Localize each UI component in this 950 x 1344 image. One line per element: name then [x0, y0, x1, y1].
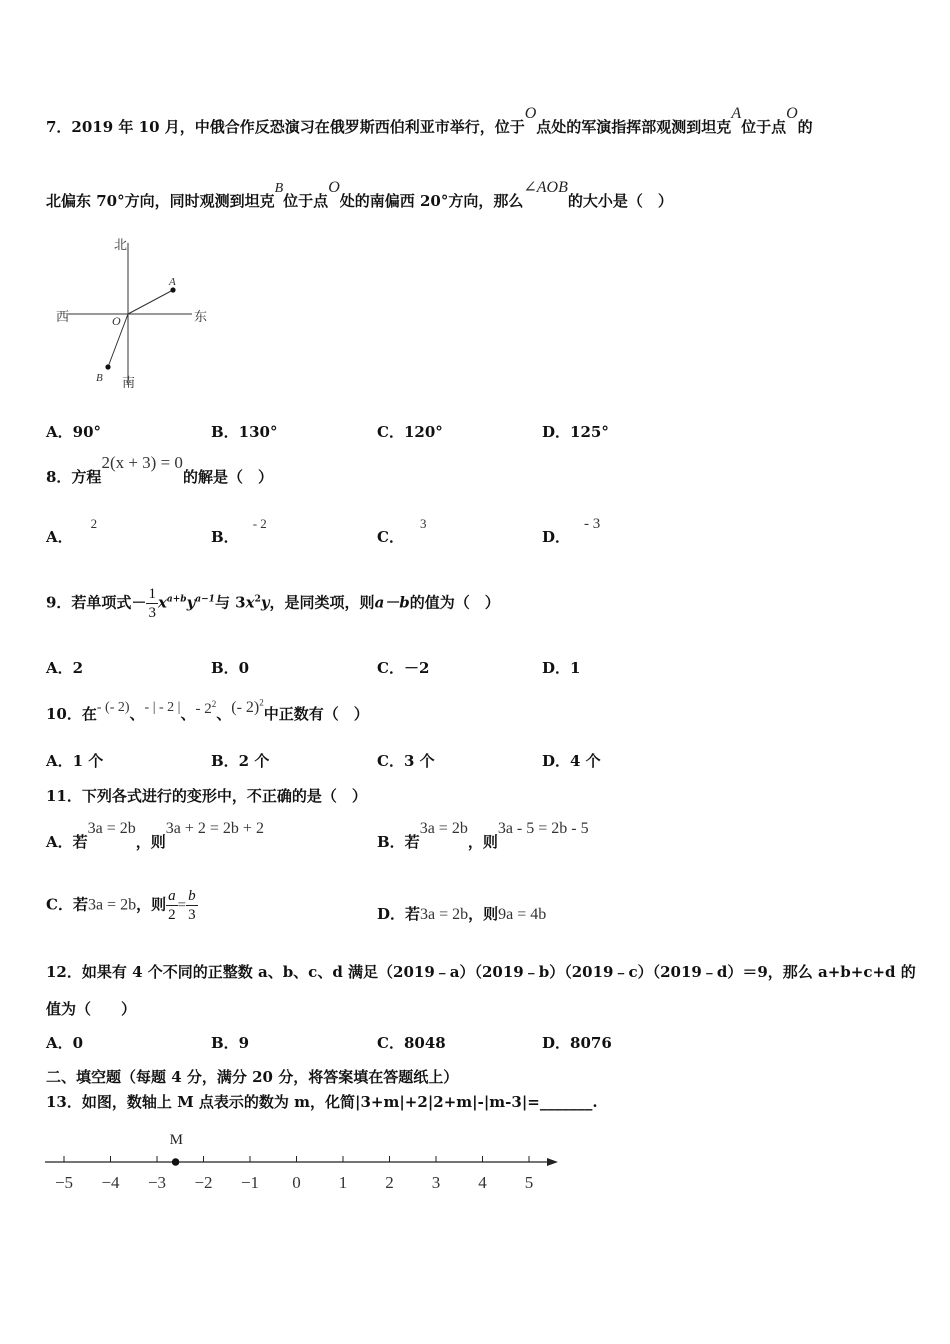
tick-label: 5 — [524, 1173, 534, 1192]
q10-text: 中正数有（ ） — [263, 705, 369, 723]
number-line — [40, 1120, 570, 1200]
q9-text: ，是同类项，则 — [269, 593, 375, 612]
q13-stem: 13．如图，数轴上 M 点表示的数为 m，化简|3+m|+2|2+m|-|m-3|=_______. — [46, 1093, 598, 1111]
q9-text: 9．若单项式－ — [46, 593, 147, 612]
q10-option-d[interactable]: D．4 个 — [542, 752, 601, 770]
condition: 3a = 2b — [420, 906, 469, 923]
q7-text: 处的南偏西 20°方向，那么 — [339, 192, 524, 210]
tick-label: −1 — [240, 1173, 260, 1192]
q11-option-c[interactable] — [46, 887, 198, 924]
fraction-denominator: 3 — [188, 907, 196, 923]
then-text: ，则 — [135, 833, 166, 851]
fraction-numerator: a — [168, 888, 176, 904]
exponent: a−1 — [195, 594, 215, 605]
option-value: - 2 — [252, 516, 267, 531]
option-label: B． — [211, 528, 239, 546]
tick-label: 1 — [338, 1173, 348, 1192]
option-value: - 3 — [584, 516, 601, 532]
condition: 3a = 2b — [87, 820, 136, 837]
q7-option-d[interactable]: D．125° — [542, 423, 609, 441]
tick-label: 2 — [385, 1173, 394, 1192]
fraction-denominator: 2 — [168, 907, 176, 923]
expr-3 — [196, 701, 217, 717]
q9-stem — [46, 585, 500, 622]
exponent: 2 — [254, 594, 261, 605]
q11-option-a[interactable] — [46, 820, 264, 852]
q8-option-a[interactable] — [46, 516, 98, 547]
q9-text: 的值为（ ） — [409, 593, 500, 612]
angle-aob: ∠AOB — [523, 179, 568, 196]
then-text: ，则 — [136, 895, 167, 914]
then-text: ，则 — [468, 905, 499, 923]
ray-oa — [128, 290, 173, 314]
q9-option-c[interactable]: C．－2 — [377, 659, 430, 677]
option-value: 3 — [419, 516, 427, 531]
option-label: A．若 — [46, 833, 88, 851]
section-2-heading: 二、填空题（每题 4 分，满分 20 分，将答案填在答题纸上） — [46, 1068, 459, 1086]
tick-label: −4 — [101, 1173, 120, 1192]
point-o-symbol: O — [524, 105, 537, 122]
q9-fraction — [146, 585, 158, 622]
var-x: x — [157, 593, 167, 612]
q10-text: 10．在 — [46, 705, 97, 723]
result: 3a + 2 = 2b + 2 — [165, 820, 264, 837]
fraction-numerator: b — [188, 888, 196, 904]
west-label: 西 — [56, 309, 70, 324]
q9-option-b[interactable]: B．0 — [211, 659, 250, 677]
q12-line2: 值为（ ） — [46, 1000, 137, 1018]
q8-text: 的解是（ ） — [182, 468, 273, 486]
q8-option-b[interactable] — [211, 516, 267, 547]
tick-label: −5 — [54, 1173, 74, 1192]
q7-line1 — [46, 105, 813, 137]
exponent: a+b — [166, 594, 187, 605]
number-line-arrow — [547, 1158, 558, 1166]
expr-3-base: - 2 — [195, 701, 212, 717]
tick-label: −2 — [194, 1173, 213, 1192]
tick-label: 0 — [292, 1173, 301, 1192]
q9-option-a[interactable]: A．2 — [46, 659, 84, 677]
expr-2: - | - 2 | — [144, 700, 181, 715]
var-y: y — [260, 593, 270, 612]
point-o-symbol: O — [328, 179, 340, 196]
option-label: D．若 — [377, 905, 421, 923]
result: 9a = 4b — [498, 906, 547, 923]
fraction-a-over-2 — [166, 887, 178, 924]
q7-text: 北偏东 70°方向，同时观测到坦克 — [46, 192, 275, 210]
b-label: B — [96, 372, 103, 384]
point-a-dot — [170, 287, 175, 292]
q7-option-a[interactable]: A．90° — [46, 423, 102, 441]
q10-option-b[interactable]: B．2 个 — [211, 752, 270, 770]
option-label: D． — [542, 528, 571, 546]
q8-stem — [46, 453, 273, 487]
condition: 3a = 2b — [419, 820, 468, 837]
q11-option-b[interactable] — [377, 820, 589, 852]
separator: 、 — [129, 705, 145, 723]
exponent: 2 — [259, 697, 264, 708]
fraction-denominator: 3 — [148, 605, 156, 621]
point-o-symbol: O — [786, 105, 798, 122]
q9-text: 与 3 — [214, 593, 246, 612]
q8-text: 8．方程 — [46, 468, 102, 486]
q12-option-c[interactable]: C．8048 — [377, 1034, 446, 1052]
q10-option-a[interactable]: A．1 个 — [46, 752, 104, 770]
expr-4 — [231, 699, 263, 716]
q7-option-b[interactable]: B．130° — [211, 423, 278, 441]
q12-option-b[interactable]: B．9 — [211, 1034, 250, 1052]
option-label: A． — [46, 528, 73, 546]
option-label: C．若 — [46, 895, 88, 914]
q10-option-c[interactable]: C．3 个 — [377, 752, 435, 770]
q12-option-a[interactable]: A．0 — [46, 1034, 84, 1052]
result: 3a - 5 = 2b - 5 — [497, 820, 589, 837]
q11-stem: 11．下列各式进行的变形中，不正确的是（ ） — [46, 787, 367, 805]
q7-text: 7．2019 年 10 月，中俄合作反恐演习在俄罗斯西伯利亚市举行，位于 — [46, 118, 525, 136]
q11-option-d[interactable] — [377, 903, 546, 924]
tick-label: 3 — [431, 1173, 441, 1192]
point-a-symbol: A — [731, 105, 742, 122]
expr-1: - (- 2) — [96, 700, 130, 715]
o-label: O — [112, 314, 121, 328]
q7-text: 位于点 — [283, 192, 329, 210]
equals-sign: = — [177, 897, 187, 914]
point-b-symbol: B — [274, 181, 284, 196]
option-label: B．若 — [377, 833, 420, 851]
separator: 、 — [180, 705, 196, 723]
tick-label: 4 — [478, 1173, 487, 1192]
point-b-dot — [105, 364, 110, 369]
q7-line2 — [46, 179, 673, 211]
var-y: y — [186, 593, 196, 612]
south-label: 南 — [122, 375, 136, 390]
exponent: 2 — [211, 699, 217, 709]
q7-option-c[interactable]: C．120° — [377, 423, 443, 441]
q12-line1: 12．如果有 4 个不同的正整数 a、b、c、d 满足（2019﹣a）（2019﹣b）（2019﹣c）（2019﹣d）＝9，那么 a+b+c+d 的 — [46, 963, 916, 981]
option-value: 2 — [90, 516, 98, 531]
q7-text: 点处的军演指挥部观测到坦克 — [536, 118, 732, 136]
q7-text: 的大小是（ ） — [567, 192, 673, 210]
fraction-numerator: 1 — [148, 586, 156, 602]
q10-stem — [46, 697, 369, 724]
q7-text: 的 — [797, 118, 813, 136]
tick-label: −3 — [147, 1173, 167, 1192]
point-m-label: M — [169, 1132, 183, 1148]
q7-text: 位于点 — [741, 118, 787, 136]
condition: 3a = 2b — [87, 896, 137, 914]
q8-option-d[interactable] — [542, 516, 601, 547]
var-x: x — [245, 593, 255, 612]
q8-option-c[interactable] — [377, 516, 427, 547]
a-label: A — [169, 276, 176, 288]
option-label: C． — [377, 528, 404, 546]
north-label: 北 — [114, 237, 128, 252]
separator: 、 — [216, 705, 232, 723]
east-label: 东 — [194, 309, 208, 324]
compass-figure — [52, 235, 222, 395]
q9-option-d[interactable]: D．1 — [542, 659, 581, 677]
fraction-b-over-3 — [186, 887, 198, 924]
q9-expression: a－b — [374, 593, 410, 612]
q8-equation: 2(x + 3) = 0 — [101, 453, 183, 472]
q12-option-d[interactable]: D．8076 — [542, 1034, 612, 1052]
then-text: ，则 — [467, 833, 498, 851]
expr-4-base: (- 2) — [231, 699, 260, 716]
point-m-dot — [172, 1158, 180, 1166]
